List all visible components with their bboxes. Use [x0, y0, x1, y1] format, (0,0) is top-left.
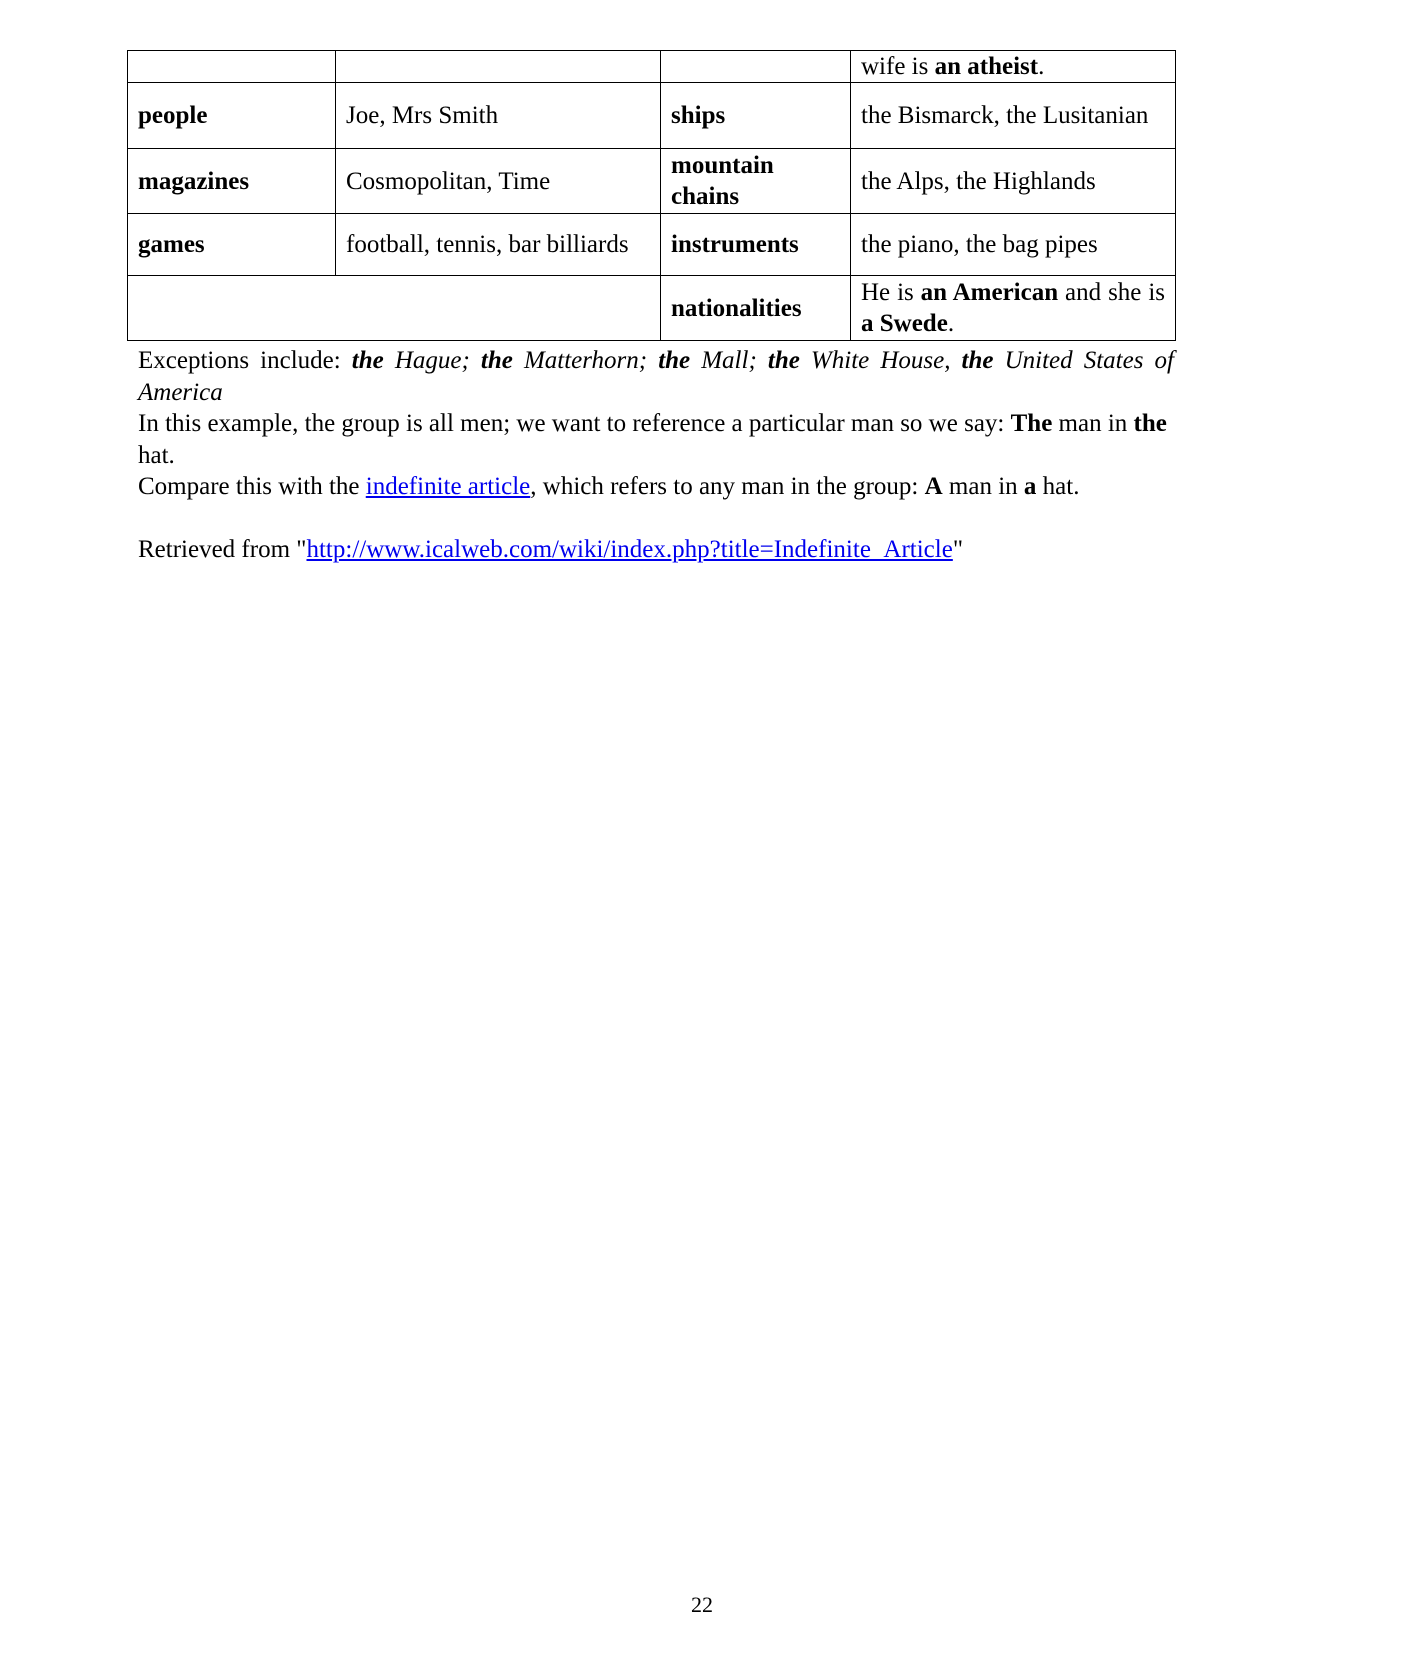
compare-text: , which refers to any man in the group: — [530, 473, 925, 500]
compare-paragraph — [138, 471, 1174, 503]
exception-item: Hague; — [383, 347, 481, 374]
article-the: the — [351, 347, 384, 374]
example-text: hat. — [138, 441, 175, 469]
table-cell — [661, 51, 851, 83]
source-url-link[interactable]: http://www.icalweb.com/wiki/index.php?title=Indefinite_Article — [306, 536, 953, 563]
exception-item: Matterhorn; — [512, 347, 659, 374]
table-row — [128, 83, 1176, 149]
examples-ships: the Bismarck, the Lusitanian — [851, 83, 1176, 149]
article-the: the — [1133, 410, 1167, 437]
article-the: the — [658, 347, 691, 374]
retrieved-text: " — [952, 536, 964, 563]
example-text: In this example, the group is all men; we want to reference a particular man so we say: — [138, 410, 1011, 437]
compare-text: Compare this with the — [138, 473, 366, 500]
indefinite-article-link[interactable]: indefinite article — [365, 473, 531, 500]
retrieved-paragraph — [138, 534, 1174, 566]
table-row — [128, 276, 1176, 341]
article-a: A — [924, 473, 943, 500]
exceptions-intro: Exceptions include: — [138, 347, 352, 374]
wife-bold: an atheist — [934, 53, 1039, 80]
nationalities-bold: a Swede — [861, 310, 948, 337]
exception-item: Mall; — [690, 347, 768, 374]
examples-mountain-chains: the Alps, the Highlands — [851, 149, 1176, 214]
body-text — [138, 345, 1174, 566]
exception-item: White House, — [799, 347, 962, 374]
examples-people: Joe, Mrs Smith — [336, 83, 661, 149]
article-the: the — [767, 347, 800, 374]
compare-text: hat. — [1036, 473, 1080, 500]
nationalities-text: He is — [861, 279, 921, 306]
article-the: the — [961, 347, 994, 374]
examples-games: football, tennis, bar billiards — [336, 214, 661, 276]
table-row — [128, 51, 1176, 83]
compare-text: man in — [942, 473, 1024, 500]
blank-line — [138, 503, 1174, 535]
table-cell-wife — [851, 51, 1176, 83]
examples-instruments: the piano, the bag pipes — [851, 214, 1176, 276]
retrieved-text: Retrieved from " — [138, 536, 307, 563]
category-nationalities: nationalities — [661, 276, 851, 341]
nationalities-text: and she is — [1058, 279, 1165, 306]
article-the: the — [480, 347, 513, 374]
page-number: 22 — [691, 1592, 713, 1617]
category-magazines: magazines — [128, 149, 336, 214]
examples-magazines: Cosmopolitan, Time — [336, 149, 661, 214]
category-games: games — [128, 214, 336, 276]
example-text: man in — [1052, 410, 1134, 437]
table-cell — [336, 51, 661, 83]
examples-nationalities — [851, 276, 1176, 341]
article-a: a — [1023, 473, 1037, 500]
table-cell — [128, 51, 336, 83]
category-people: people — [128, 83, 336, 149]
exception-item: United States of America — [138, 347, 1174, 406]
table-row — [128, 149, 1176, 214]
nationalities-text: . — [947, 310, 955, 337]
example-paragraph — [138, 408, 1174, 471]
wife-text: wife is — [861, 53, 935, 80]
nationalities-bold: an American — [920, 279, 1059, 306]
table-row — [128, 214, 1176, 276]
table-cell-empty — [128, 276, 661, 341]
article-usage-table — [127, 50, 1176, 341]
exceptions-paragraph — [138, 345, 1174, 408]
category-instruments: instruments — [661, 214, 851, 276]
category-ships: ships — [661, 83, 851, 149]
wife-suffix: . — [1038, 53, 1045, 80]
category-mountain-chains: mountain chains — [661, 149, 851, 214]
article-the: The — [1010, 410, 1053, 437]
